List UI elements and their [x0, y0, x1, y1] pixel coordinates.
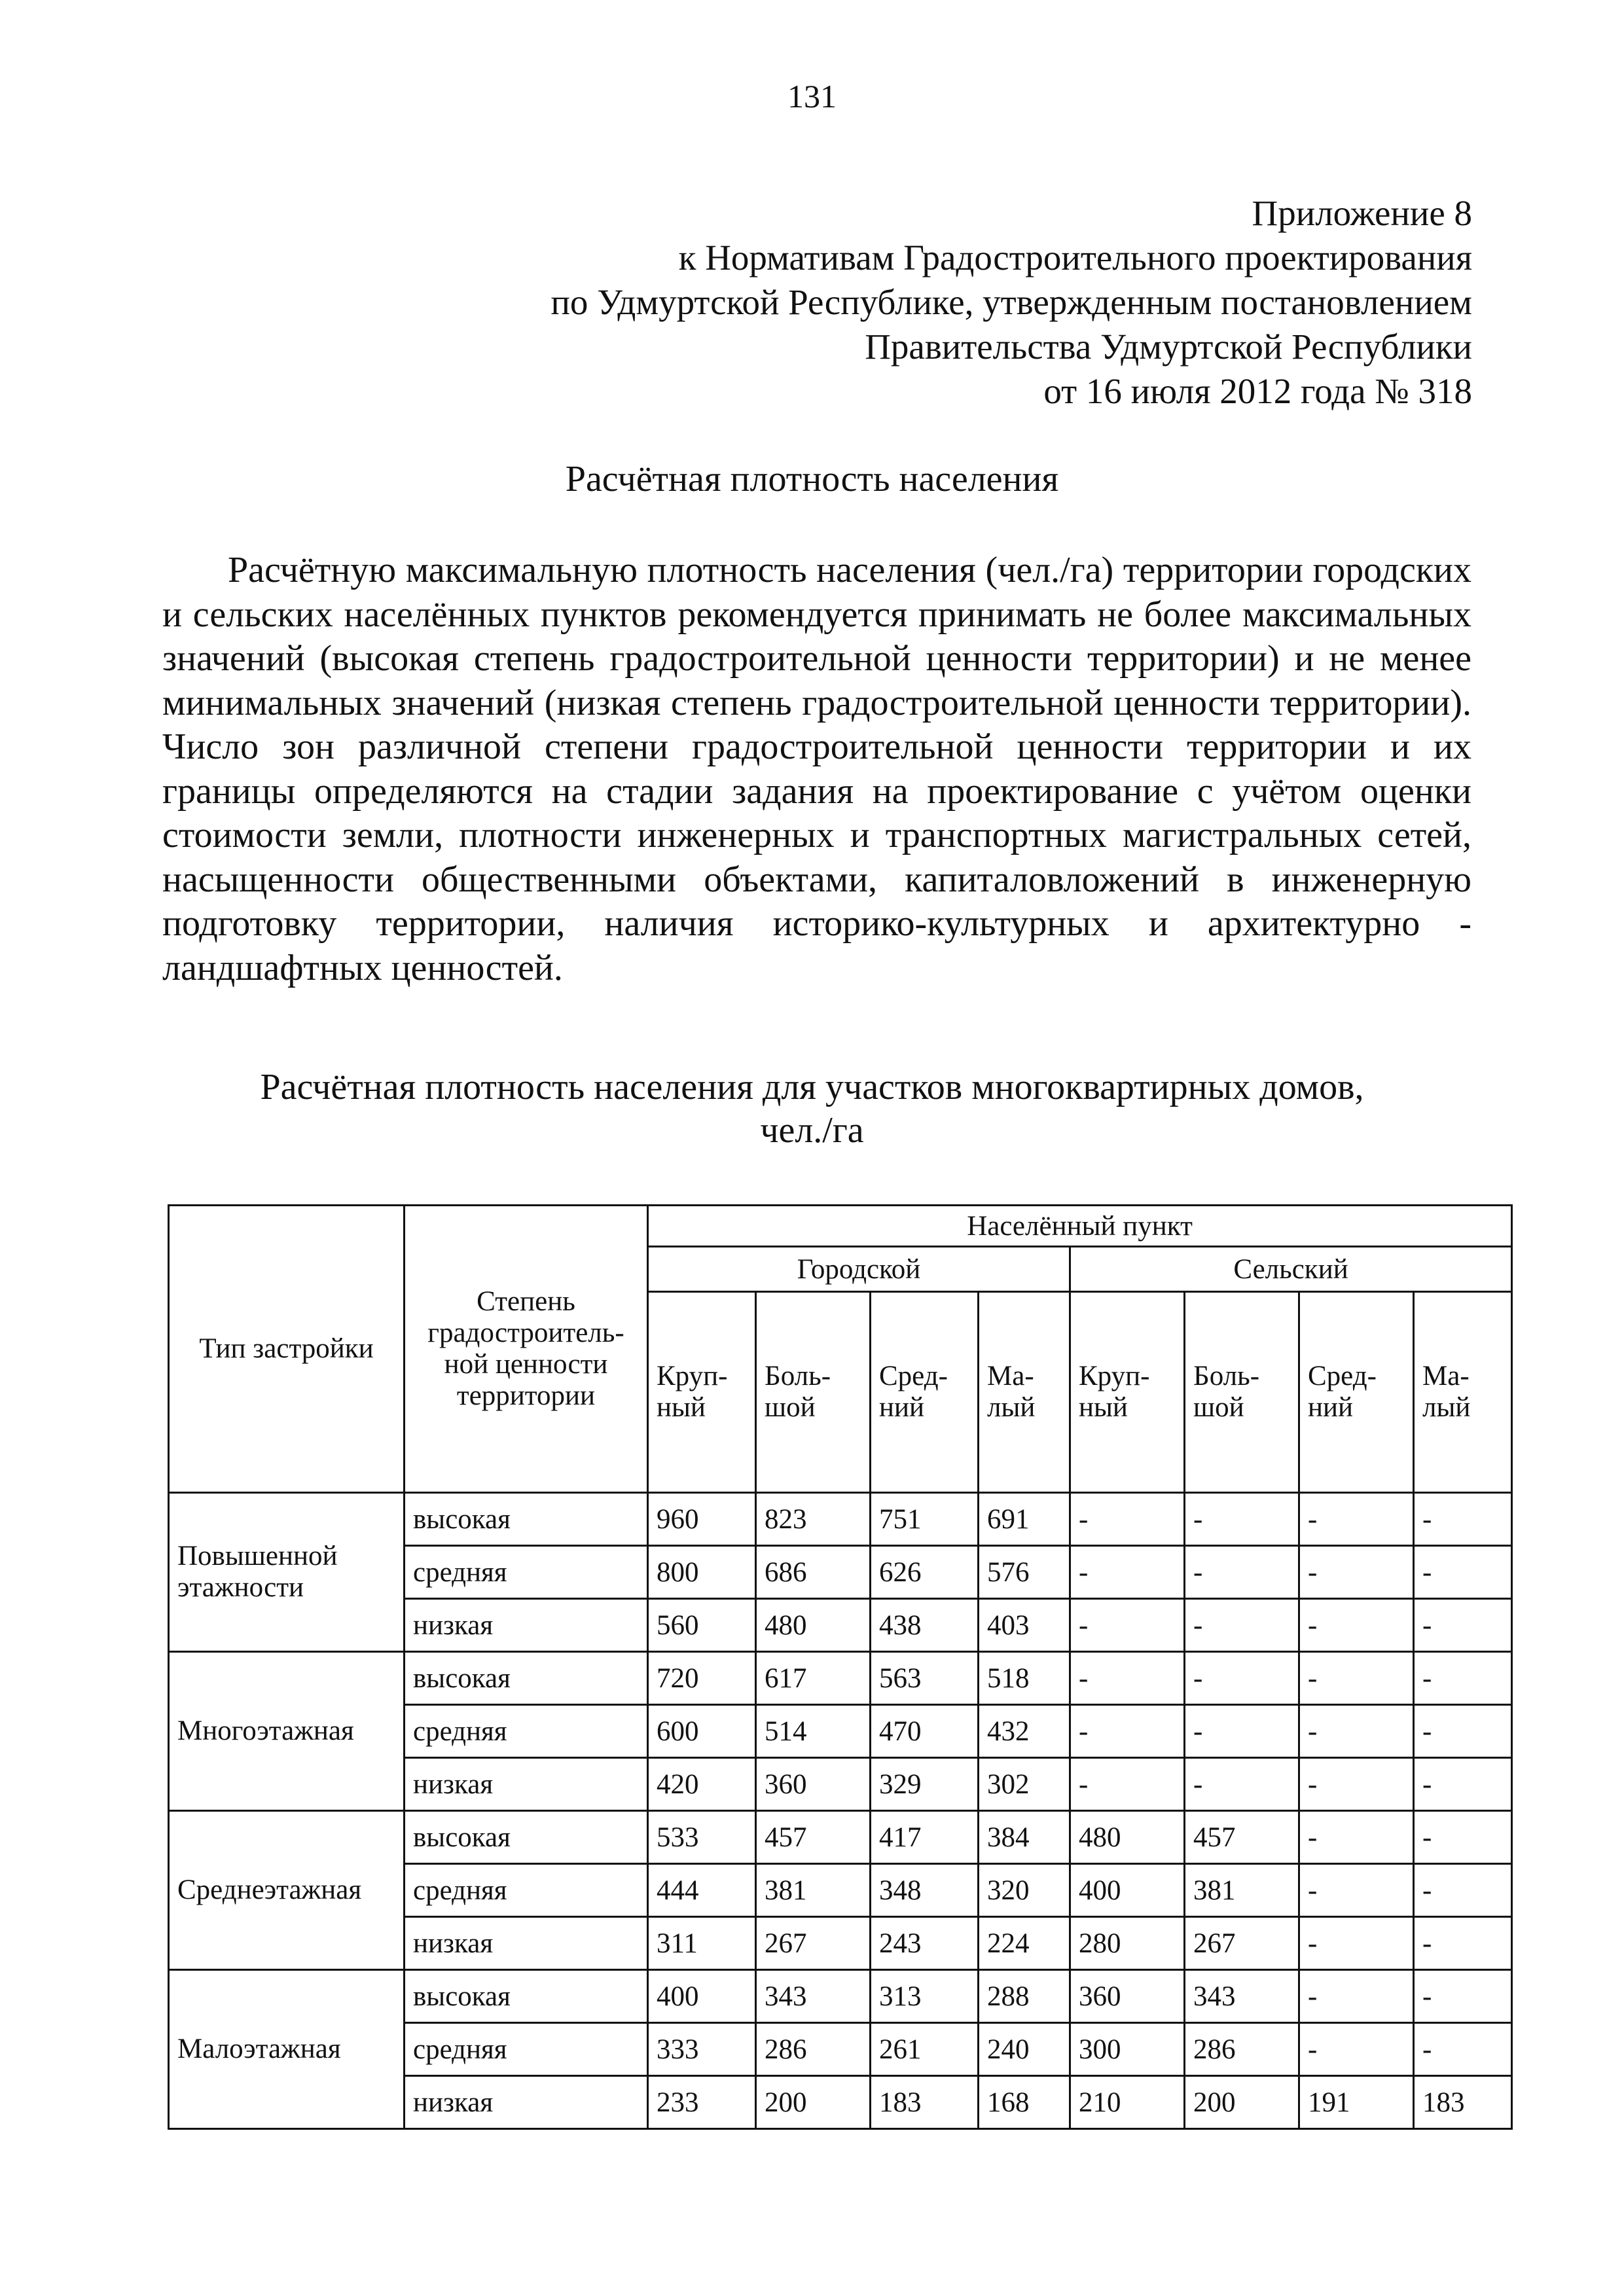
- degree-cell: средняя: [405, 1864, 648, 1917]
- value-cell: -: [1299, 1599, 1414, 1652]
- value-cell: 457: [756, 1811, 871, 1864]
- density-table: [168, 1204, 1513, 2130]
- value-cell: 626: [871, 1546, 979, 1599]
- value-cell: 267: [1185, 1917, 1299, 1970]
- table-row: [169, 1970, 1512, 2023]
- value-cell: 280: [1070, 1917, 1185, 1970]
- value-cell: 311: [648, 1917, 756, 1970]
- degree-cell: средняя: [405, 1705, 648, 1758]
- value-cell: 823: [756, 1493, 871, 1546]
- value-cell: -: [1414, 1599, 1512, 1652]
- value-cell: -: [1185, 1705, 1299, 1758]
- value-cell: 381: [756, 1864, 871, 1917]
- value-cell: -: [1185, 1758, 1299, 1811]
- value-cell: 514: [756, 1705, 871, 1758]
- table-title-line: чел./га: [760, 1110, 864, 1151]
- size-header: Сред-ний: [1299, 1292, 1414, 1493]
- value-cell: 384: [979, 1811, 1070, 1864]
- appendix-line: от 16 июля 2012 года № 318: [1043, 371, 1472, 411]
- value-cell: -: [1414, 1493, 1512, 1546]
- value-cell: -: [1299, 2023, 1414, 2076]
- value-cell: 302: [979, 1758, 1070, 1811]
- value-cell: -: [1185, 1546, 1299, 1599]
- degree-cell: средняя: [405, 1546, 648, 1599]
- degree-cell: высокая: [405, 1811, 648, 1864]
- value-cell: -: [1299, 1811, 1414, 1864]
- value-cell: 800: [648, 1546, 756, 1599]
- value-cell: -: [1299, 1917, 1414, 1970]
- value-cell: -: [1414, 1758, 1512, 1811]
- value-cell: 267: [756, 1917, 871, 1970]
- value-cell: 420: [648, 1758, 756, 1811]
- body-paragraph: Расчётную максимальную плотность населения (чел./га) территории городских и сельских населённых пунктов рекомендуется принимать не более максимальных значений (высокая степень градостроительной ценности территории) и не менее минимальных значений (низкая степень градостроительной ценности территории). Число зон различной степени градостроительной ценности территории и их границы определяются на стадии задания на проектирование с учётом оценки стоимости земли, плотности инженерных и транспортных магистральных сетей, насыщенности общественными объектами, капиталовложений в инженерную подготовку территории, наличия историко-культурных и архитектурно - ландшафтных ценностей.: [162, 550, 1471, 988]
- value-cell: 600: [648, 1705, 756, 1758]
- degree-cell: низкая: [405, 1599, 648, 1652]
- value-cell: -: [1414, 1546, 1512, 1599]
- value-cell: 286: [1185, 2023, 1299, 2076]
- value-cell: -: [1299, 1546, 1414, 1599]
- size-header: Боль-шой: [1185, 1292, 1299, 1493]
- table-row: [169, 1652, 1512, 1705]
- value-cell: -: [1414, 1864, 1512, 1917]
- value-cell: -: [1185, 1493, 1299, 1546]
- value-cell: 360: [756, 1758, 871, 1811]
- value-cell: 400: [648, 1970, 756, 2023]
- value-cell: 191: [1299, 2076, 1414, 2129]
- value-cell: 960: [648, 1493, 756, 1546]
- value-cell: -: [1070, 1546, 1185, 1599]
- value-cell: 432: [979, 1705, 1070, 1758]
- building-type-cell: Среднеэтажная: [169, 1811, 405, 1970]
- value-cell: 300: [1070, 2023, 1185, 2076]
- appendix-line: Приложение 8: [1252, 193, 1472, 233]
- value-cell: 329: [871, 1758, 979, 1811]
- value-cell: -: [1414, 1917, 1512, 1970]
- value-cell: 417: [871, 1811, 979, 1864]
- degree-cell: высокая: [405, 1970, 648, 2023]
- value-cell: 480: [1070, 1811, 1185, 1864]
- degree-cell: средняя: [405, 2023, 648, 2076]
- settlement-header: Населённый пункт: [648, 1206, 1512, 1247]
- value-cell: 210: [1070, 2076, 1185, 2129]
- value-cell: 288: [979, 1970, 1070, 2023]
- value-cell: -: [1299, 1864, 1414, 1917]
- building-type-cell: Повышенной этажности: [169, 1493, 405, 1652]
- value-cell: -: [1070, 1705, 1185, 1758]
- value-cell: -: [1414, 1811, 1512, 1864]
- value-cell: 444: [648, 1864, 756, 1917]
- value-cell: 360: [1070, 1970, 1185, 2023]
- degree-cell: высокая: [405, 1493, 648, 1546]
- degree-cell: высокая: [405, 1652, 648, 1705]
- value-cell: 200: [756, 2076, 871, 2129]
- value-cell: 470: [871, 1705, 979, 1758]
- value-cell: 617: [756, 1652, 871, 1705]
- size-header: Боль-шой: [756, 1292, 871, 1493]
- value-cell: -: [1299, 1970, 1414, 2023]
- value-cell: -: [1070, 1758, 1185, 1811]
- table-row: [169, 1493, 1512, 1546]
- col-header-building-type: Тип застройки: [169, 1206, 405, 1493]
- value-cell: 320: [979, 1864, 1070, 1917]
- value-cell: 168: [979, 2076, 1070, 2129]
- appendix-line: Правительства Удмуртской Республики: [865, 327, 1472, 367]
- value-cell: -: [1299, 1652, 1414, 1705]
- value-cell: 438: [871, 1599, 979, 1652]
- header-row: [169, 1206, 1512, 1247]
- value-cell: 200: [1185, 2076, 1299, 2129]
- size-header: Сред-ний: [871, 1292, 979, 1493]
- document-title: Расчётная плотность населения: [565, 459, 1059, 499]
- value-cell: 720: [648, 1652, 756, 1705]
- value-cell: 560: [648, 1599, 756, 1652]
- value-cell: -: [1414, 1652, 1512, 1705]
- degree-cell: низкая: [405, 1917, 648, 1970]
- building-type-cell: Многоэтажная: [169, 1652, 405, 1811]
- value-cell: 313: [871, 1970, 979, 2023]
- value-cell: -: [1414, 1705, 1512, 1758]
- value-cell: 348: [871, 1864, 979, 1917]
- value-cell: 563: [871, 1652, 979, 1705]
- value-cell: 403: [979, 1599, 1070, 1652]
- degree-cell: низкая: [405, 2076, 648, 2129]
- value-cell: 240: [979, 2023, 1070, 2076]
- col-header-degree: Степень градостроитель-ной ценности территории: [405, 1206, 648, 1493]
- table-title-line: Расчётная плотность населения для участков многоквартирных домов,: [260, 1067, 1364, 1107]
- appendix-line: к Нормативам Градостроительного проектирования: [678, 238, 1472, 278]
- value-cell: -: [1070, 1493, 1185, 1546]
- table-row: [169, 1811, 1512, 1864]
- value-cell: 286: [756, 2023, 871, 2076]
- rural-header: Сельский: [1070, 1247, 1512, 1292]
- value-cell: -: [1299, 1493, 1414, 1546]
- urban-header: Городской: [648, 1247, 1070, 1292]
- value-cell: -: [1185, 1599, 1299, 1652]
- value-cell: 183: [1414, 2076, 1512, 2129]
- value-cell: 261: [871, 2023, 979, 2076]
- value-cell: -: [1185, 1652, 1299, 1705]
- value-cell: 457: [1185, 1811, 1299, 1864]
- size-header: Ма-лый: [979, 1292, 1070, 1493]
- building-type-cell: Малоэтажная: [169, 1970, 405, 2129]
- size-header: Круп-ный: [1070, 1292, 1185, 1493]
- value-cell: 691: [979, 1493, 1070, 1546]
- value-cell: -: [1299, 1758, 1414, 1811]
- appendix-block: [550, 191, 1472, 414]
- value-cell: 233: [648, 2076, 756, 2129]
- value-cell: 480: [756, 1599, 871, 1652]
- value-cell: 333: [648, 2023, 756, 2076]
- value-cell: -: [1299, 1705, 1414, 1758]
- value-cell: 343: [1185, 1970, 1299, 2023]
- value-cell: 183: [871, 2076, 979, 2129]
- value-cell: -: [1414, 2023, 1512, 2076]
- page-number: 131: [787, 78, 837, 115]
- value-cell: 686: [756, 1546, 871, 1599]
- value-cell: 576: [979, 1546, 1070, 1599]
- degree-cell: низкая: [405, 1758, 648, 1811]
- size-header: Ма-лый: [1414, 1292, 1512, 1493]
- value-cell: -: [1070, 1652, 1185, 1705]
- value-cell: 533: [648, 1811, 756, 1864]
- size-header: Круп-ный: [648, 1292, 756, 1493]
- value-cell: 400: [1070, 1864, 1185, 1917]
- value-cell: 381: [1185, 1864, 1299, 1917]
- value-cell: 224: [979, 1917, 1070, 1970]
- value-cell: -: [1414, 1970, 1512, 2023]
- value-cell: 518: [979, 1652, 1070, 1705]
- value-cell: 243: [871, 1917, 979, 1970]
- value-cell: 751: [871, 1493, 979, 1546]
- value-cell: 343: [756, 1970, 871, 2023]
- appendix-line: по Удмуртской Республике, утвержденным постановлением: [550, 282, 1472, 322]
- table-title: [0, 1066, 1624, 1152]
- value-cell: -: [1070, 1599, 1185, 1652]
